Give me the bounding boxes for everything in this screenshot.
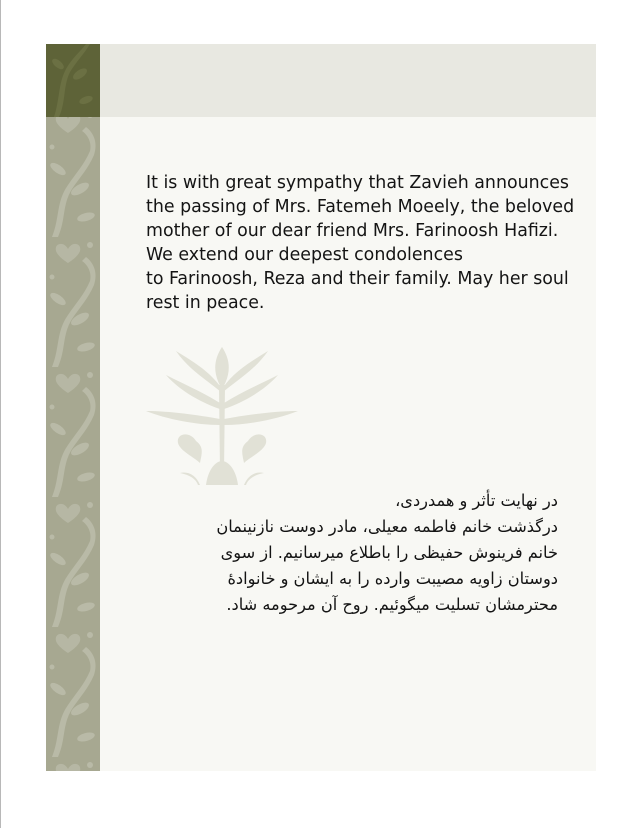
side-dark-block xyxy=(46,44,100,117)
announcement-line: درگذشت خانم فاطمه معیلی، مادر دوست نازنینمان xyxy=(216,517,558,536)
announcement-line: خانم فرینوش حفیظی را باطلاع میرسانیم. از سوی xyxy=(220,543,558,562)
announcement-line: It is with great sympathy that Zavieh announces xyxy=(146,173,569,193)
condolence-card xyxy=(46,44,596,771)
announcement-line: دوستان زاویه مصیبت وارده را به ایشان و خانوادهٔ xyxy=(227,569,558,588)
side-strip xyxy=(46,117,100,771)
floral-vine-pattern-icon xyxy=(46,117,100,771)
page-edge xyxy=(0,0,1,828)
header-band xyxy=(100,44,596,117)
farsi-announcement xyxy=(120,488,558,618)
announcement-line: mother of our dear friend Mrs. Farinoosh Hafizi. xyxy=(146,221,559,241)
announcement-line: We extend our deepest condolences xyxy=(146,245,463,265)
floral-vine-pattern-icon xyxy=(46,44,100,117)
announcement-line: to Farinoosh, Reza and their family. May her soul xyxy=(146,269,569,289)
announcement-line: the passing of Mrs. Fatemeh Moeely, the beloved xyxy=(146,197,575,217)
english-announcement xyxy=(146,171,576,315)
announcement-line: محترمشان تسلیت میگوئیم. روح آن مرحومه شاد. xyxy=(226,595,558,614)
floral-ornament-icon xyxy=(146,345,298,485)
announcement-line: در نهایت تأثر و همدردی، xyxy=(395,491,558,510)
announcement-line: rest in peace. xyxy=(146,293,265,313)
